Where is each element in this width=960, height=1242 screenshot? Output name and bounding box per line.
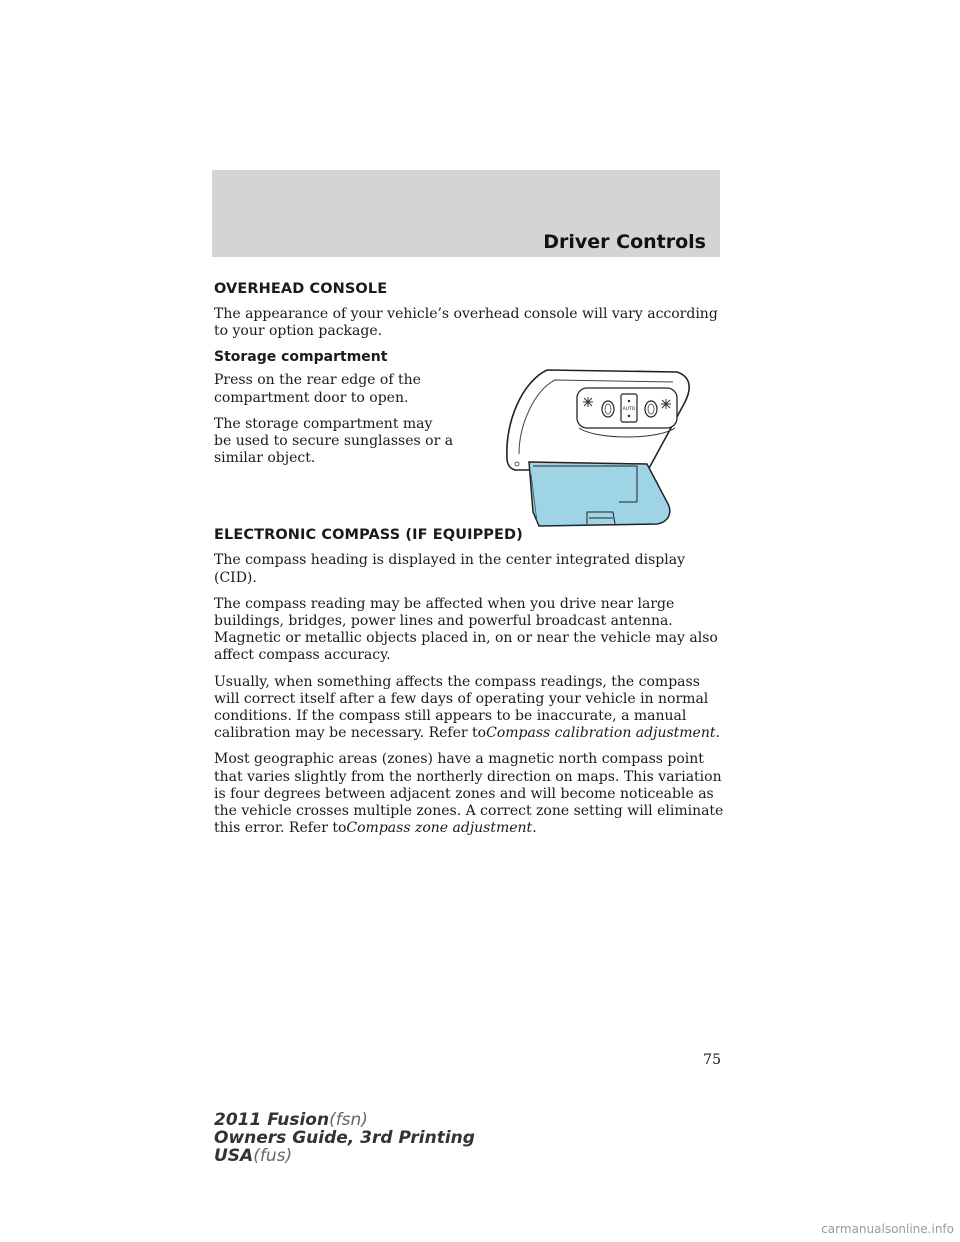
compass-paragraph-2: The compass reading may be affected when you drive near large buildings, bridges, power lines and powerful broadcast antenna. Magnetic or metallic objects placed in, on or near the vehicle may also affect compass accuracy. [214,595,718,664]
compass-paragraph-3: Usually, when something affects the compass readings, the compass will correct itself after a few days of operating your vehicle in normal conditions. If the compass still appears to be inaccurate, a manual calibration may be necessary. Refer toCompass calibration adjustment. [214,673,720,742]
overhead-console-illustration-icon [497,362,692,532]
section-header-band [212,170,720,257]
page-number: 75 [703,1052,721,1068]
watermark: carmanualsonline.info [821,1222,954,1236]
footer-model: 2011 Fusion [214,1110,330,1130]
compass-paragraph-1: The compass heading is displayed in the center integrated display (CID). [214,552,685,586]
compass-heading: ELECTRONIC COMPASS (IF EQUIPPED) [214,527,523,544]
compass-paragraph-4: Most geographic areas (zones) have a magnetic north compass point that varies slightly from the northerly direction on maps. This variation is four degrees between adjacent zones and will become noticeable as the vehicle crosses multiple zones. A correct zone setting will eliminate this error. Refer toCompass zone adjustment. [214,751,724,837]
footer-model-code: (fsn) [329,1110,368,1130]
document-footer [214,1111,475,1165]
switch-label: AUTO [622,407,636,412]
compass-section [214,527,724,837]
footer-market-code: (fus) [253,1146,293,1166]
calibration-reference: Compass calibration adjustment [486,725,716,742]
storage-paragraph-2: The storage compartment may be used to secure sunglasses or a similar object. [214,415,454,467]
footer-guide: Owners Guide, 3rd Printing [214,1128,475,1148]
overhead-console-heading: OVERHEAD CONSOLE [214,281,388,297]
storage-paragraph-1: Press on the rear edge of the compartment door to open. [214,372,421,406]
zone-adjustment-reference: Compass zone adjustment [346,820,533,837]
footer-market: USA [214,1146,254,1166]
storage-compartment-heading: Storage compartment [214,349,388,366]
overhead-console-intro: The appearance of your vehicle’s overhead console will vary according to your option package. [214,306,718,340]
section-title: Driver Controls [543,231,706,253]
